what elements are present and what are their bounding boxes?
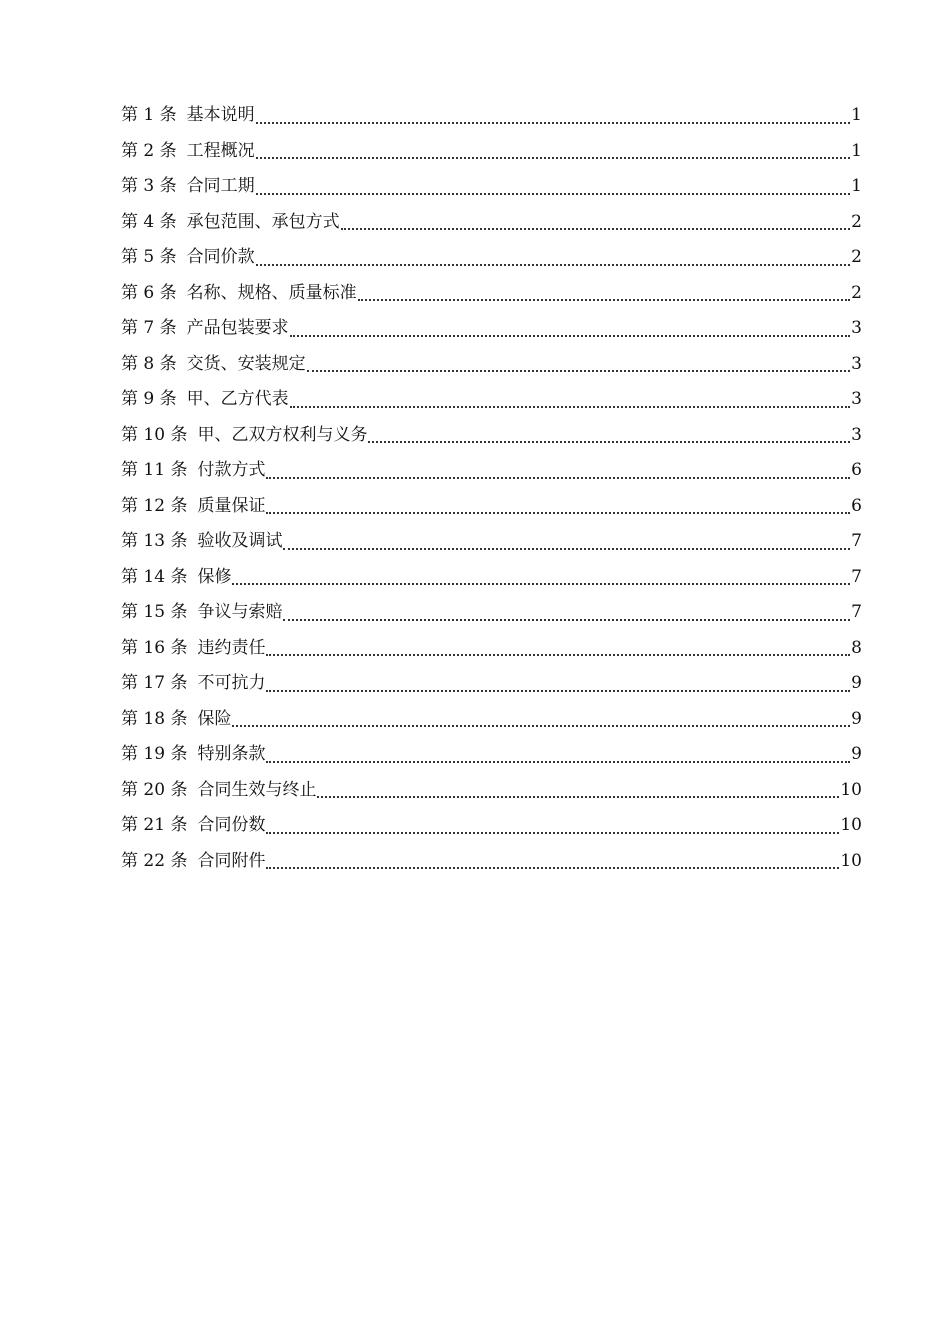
toc-entry-page: 7	[851, 602, 862, 622]
toc-dot-leader	[256, 134, 851, 170]
toc-entry-page: 1	[851, 140, 862, 161]
toc-entry-number: 第 9 条	[121, 389, 177, 409]
toc-entry-number: 第 16 条	[121, 637, 188, 658]
toc-dot-leader	[256, 98, 851, 134]
toc-entry-page: 10	[840, 850, 862, 871]
toc-entry[interactable]	[121, 666, 862, 702]
toc-entry-number: 第 11 条	[121, 460, 188, 480]
toc-entry-title: 甲、乙双方权利与义务	[197, 424, 368, 445]
toc-entry-title: 保修	[197, 566, 232, 587]
toc-entry-title: 违约责任	[197, 637, 266, 658]
toc-entry-number: 第 17 条	[121, 673, 188, 693]
toc-entry[interactable]	[121, 240, 862, 276]
toc-entry[interactable]	[121, 418, 862, 454]
toc-entry-number: 第 19 条	[121, 744, 188, 764]
toc-entry-title: 合同生效与终止	[197, 779, 317, 800]
toc-entry-title: 质量保证	[197, 495, 266, 516]
toc-entry[interactable]	[121, 347, 862, 383]
toc-entry-page: 1	[851, 176, 862, 196]
toc-entry-title: 特别条款	[197, 744, 266, 764]
toc-entry-number: 第 22 条	[121, 850, 188, 871]
toc-entry-page: 9	[851, 744, 862, 764]
toc-entry[interactable]	[121, 382, 862, 418]
toc-entry-page: 7	[851, 531, 862, 551]
toc-entry-page: 1	[851, 105, 862, 125]
toc-entry-number: 第 8 条	[121, 353, 177, 374]
toc-entry[interactable]	[121, 737, 862, 773]
toc-dot-leader	[266, 666, 850, 702]
toc-entry[interactable]	[121, 702, 862, 738]
toc-entry-title: 合同附件	[197, 850, 266, 871]
toc-entry-number: 第 21 条	[121, 815, 188, 835]
toc-entry-page: 3	[851, 353, 862, 374]
toc-dot-leader	[317, 773, 839, 809]
toc-entry-title: 承包范围、承包方式	[186, 211, 340, 232]
toc-entry[interactable]	[121, 844, 862, 880]
toc-entry-page: 9	[851, 673, 862, 693]
toc-entry[interactable]	[121, 134, 862, 170]
toc-entry[interactable]	[121, 311, 862, 347]
toc-entry[interactable]	[121, 560, 862, 596]
table-of-contents	[121, 98, 862, 879]
toc-entry-title: 工程概况	[186, 140, 255, 161]
toc-entry-title: 保险	[197, 708, 232, 729]
toc-entry[interactable]	[121, 276, 862, 312]
toc-entry-number: 第 12 条	[121, 495, 188, 516]
toc-entry-number: 第 5 条	[121, 247, 177, 267]
toc-entry-page: 3	[851, 389, 862, 409]
toc-entry[interactable]	[121, 98, 862, 134]
toc-dot-leader	[266, 631, 850, 667]
toc-dot-leader	[283, 595, 850, 631]
toc-dot-leader	[283, 524, 850, 560]
toc-entry-number: 第 20 条	[121, 779, 188, 800]
toc-entry-page: 9	[851, 708, 862, 729]
toc-entry-title: 甲、乙方代表	[186, 389, 289, 409]
toc-entry-title: 产品包装要求	[186, 318, 289, 338]
toc-entry-title: 合同份数	[197, 815, 266, 835]
toc-entry-title: 交货、安装规定	[186, 353, 306, 374]
toc-entry-number: 第 14 条	[121, 566, 188, 587]
toc-dot-leader	[232, 560, 850, 596]
toc-entry-number: 第 10 条	[121, 424, 188, 445]
toc-entry-number: 第 4 条	[121, 211, 177, 232]
toc-dot-leader	[266, 844, 839, 880]
toc-entry-page: 6	[851, 495, 862, 516]
toc-entry-number: 第 13 条	[121, 531, 188, 551]
toc-entry-page: 10	[840, 779, 862, 800]
toc-entry-title: 验收及调试	[197, 531, 283, 551]
toc-entry[interactable]	[121, 773, 862, 809]
toc-entry-number: 第 18 条	[121, 708, 188, 729]
toc-entry-page: 2	[851, 247, 862, 267]
toc-dot-leader	[266, 489, 850, 525]
toc-dot-leader	[256, 169, 851, 205]
toc-entry[interactable]	[121, 205, 862, 241]
toc-entry-number: 第 2 条	[121, 140, 177, 161]
toc-dot-leader	[266, 737, 850, 773]
toc-dot-leader	[358, 276, 851, 312]
toc-dot-leader	[290, 311, 851, 347]
toc-entry-page: 2	[851, 282, 862, 303]
toc-dot-leader	[290, 382, 851, 418]
toc-entry-title: 付款方式	[197, 460, 266, 480]
toc-entry-page: 3	[851, 424, 862, 445]
toc-entry[interactable]	[121, 453, 862, 489]
toc-dot-leader	[266, 808, 839, 844]
toc-entry-page: 8	[851, 637, 862, 658]
toc-entry-title: 名称、规格、质量标准	[186, 282, 357, 303]
toc-entry-page: 2	[851, 211, 862, 232]
toc-entry-number: 第 3 条	[121, 176, 177, 196]
toc-entry-page: 10	[840, 815, 862, 835]
toc-entry[interactable]	[121, 489, 862, 525]
toc-entry[interactable]	[121, 595, 862, 631]
toc-dot-leader	[256, 240, 851, 276]
toc-dot-leader	[368, 418, 850, 454]
toc-entry-title: 基本说明	[186, 105, 255, 125]
toc-entry-page: 7	[851, 566, 862, 587]
toc-entry-title: 合同工期	[186, 176, 255, 196]
toc-dot-leader	[266, 453, 850, 489]
toc-entry[interactable]	[121, 524, 862, 560]
toc-entry-title: 争议与索赔	[197, 602, 283, 622]
toc-entry[interactable]	[121, 169, 862, 205]
toc-entry-title: 不可抗力	[197, 673, 266, 693]
toc-entry-number: 第 1 条	[121, 105, 177, 125]
toc-entry-page: 6	[851, 460, 862, 480]
toc-entry-title: 合同价款	[186, 247, 255, 267]
toc-entry[interactable]	[121, 631, 862, 667]
toc-dot-leader	[307, 347, 851, 383]
toc-entry-page: 3	[851, 318, 862, 338]
toc-dot-leader	[341, 205, 851, 241]
toc-entry-number: 第 6 条	[121, 282, 177, 303]
toc-entry-number: 第 7 条	[121, 318, 177, 338]
toc-entry-number: 第 15 条	[121, 602, 188, 622]
toc-entry[interactable]	[121, 808, 862, 844]
toc-dot-leader	[232, 702, 850, 738]
